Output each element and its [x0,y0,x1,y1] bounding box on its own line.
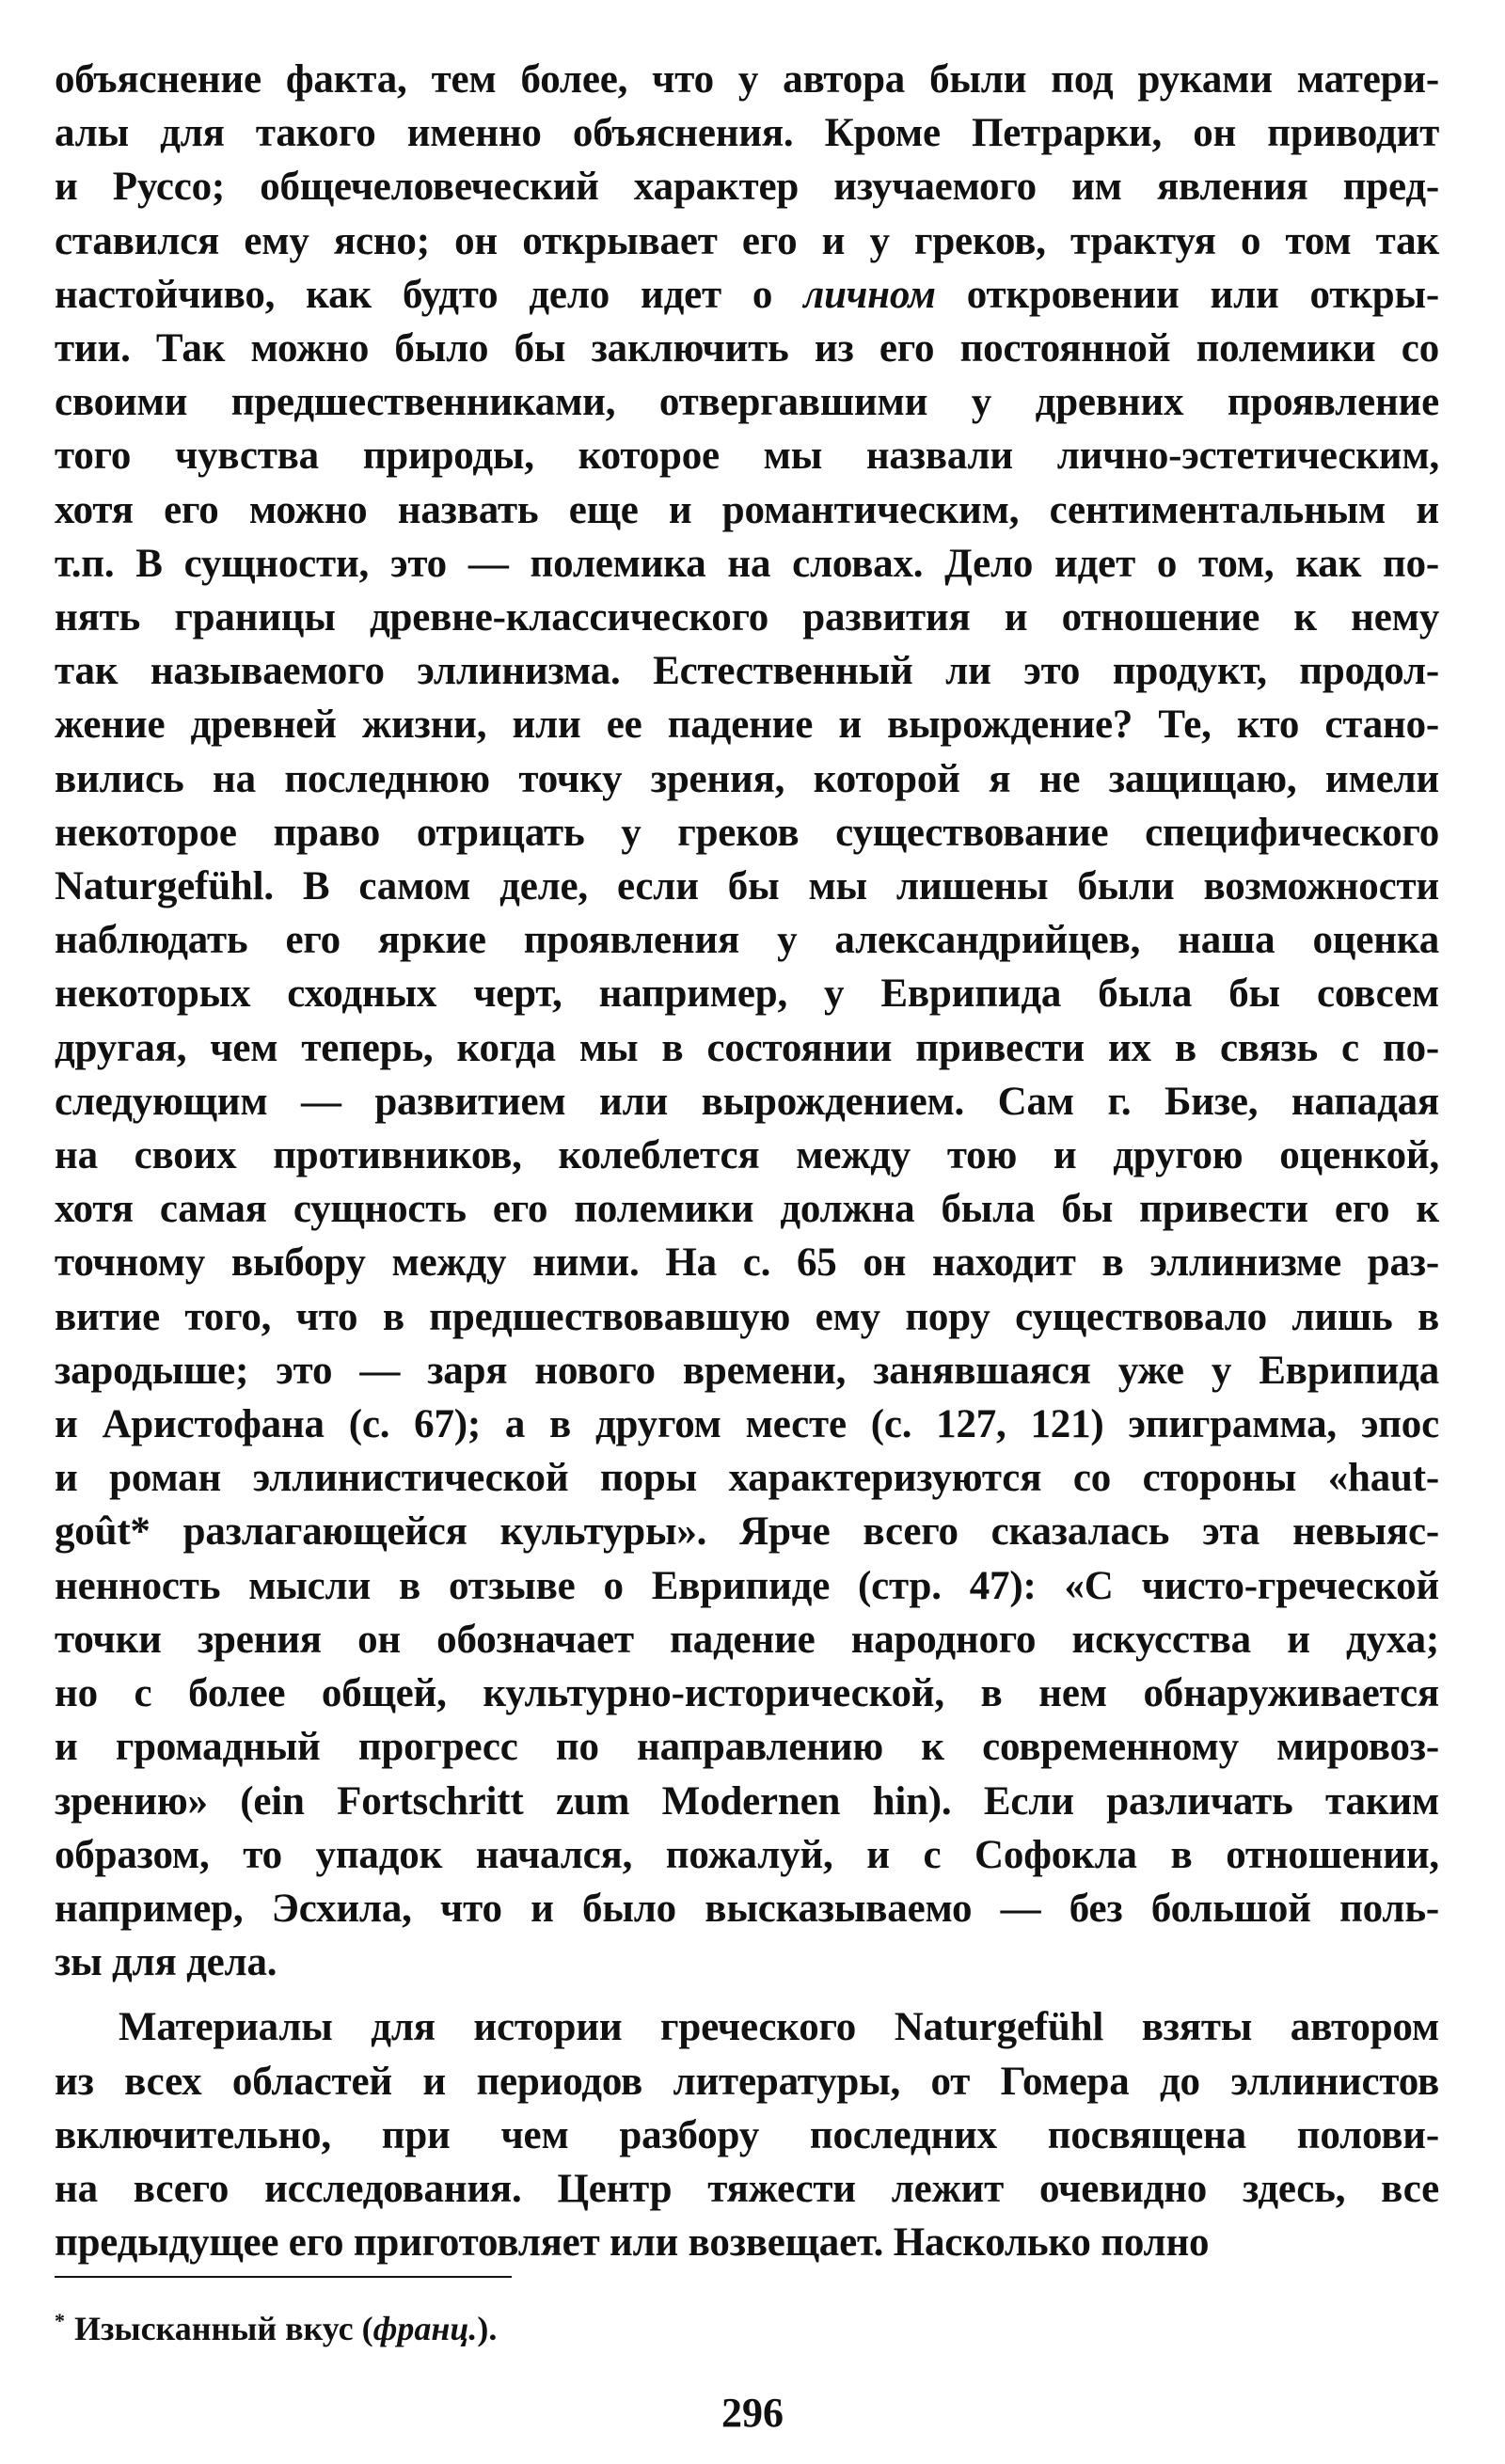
text-line: настойчиво, как будто дело идет о личном откровении или откры- [55,272,1439,317]
footnote-divider [55,2276,512,2278]
text-line: включительно, при чем разбору последних посвящена полови- [55,2112,1439,2157]
text-line: и громадный прогресс по направлению к современному мировоз- [55,1725,1439,1770]
text-line: точному выбору между ними. На с. 65 он находит в эллинизме раз- [55,1240,1439,1286]
text-line: объяснение факта, тем более, что у автора были под руками матери- [55,57,1439,102]
text-line: т.п. В сущности, это — полемика на словах. Дело идет о том, как по- [55,541,1439,586]
text-line: и Аристофана (с. 67); а в другом месте (с. 127, 121) эпиграмма, эпос [55,1402,1439,1447]
text-line: на всего исследования. Центр тяжести лежит очевидно здесь, все [55,2166,1439,2211]
text-line: на своих противников, колеблется между тою и другою оценкой, [55,1133,1439,1178]
text-line: и Руссо; общечеловеческий характер изучаемого им явления пред- [55,165,1439,210]
text-line: ненность мысли в отзыве о Еврипиде (стр. 47): «С чисто-греческой [55,1563,1439,1608]
text-line: goût* разлагающейся культуры». Ярче всего сказалась эта невыяс- [55,1509,1439,1555]
paragraph-1 [55,53,1439,1989]
text-line: хотя самая сущность его полемики должна была бы привести его к [55,1187,1439,1232]
text-line: зрению» (ein Fortschritt zum Modernen hin). Если различать таким [55,1778,1439,1824]
text-line: Naturgefühl. В самом деле, если бы мы лишены были возможности [55,864,1439,909]
text-line: нять границы древне-классического развития и отношение к нему [55,595,1439,640]
text-line: предыдущее его приготовляет или возвещает. Насколько полно [55,2220,1210,2266]
text-line: того чувства природы, которое мы назвали лично-эстетическим, [55,434,1439,479]
text-line: из всех областей и периодов литературы, от Гомера до эллинистов [55,2059,1439,2104]
text-line: но с более общей, культурно-исторической, в нем обнаруживается [55,1671,1439,1716]
text-line: например, Эсхила, что и было высказываемо — без большой поль- [55,1886,1439,1931]
text-line: образом, то упадок начался, пожалуй, и с Софокла в отношении, [55,1832,1439,1877]
text-line: зародыше; это — заря нового времени, занявшаяся уже у Еврипида [55,1348,1439,1393]
text-line: жение древней жизни, или ее падение и вырождение? Те, кто стано- [55,703,1439,748]
text-line: точки зрения он обозначает падение народного искусства и духа; [55,1617,1439,1662]
footnote-text: Изысканный вкус (франц.). [74,2310,498,2347]
text-line: алы для такого именно объяснения. Кроме Петрарки, он приводит [55,111,1439,156]
text-line: так называемого эллинизма. Естественный ли это продукт, продол- [55,649,1439,694]
text-line: другая, чем теперь, когда мы в состоянии привести их в связь с по- [55,1025,1439,1070]
text-line: наблюдать его яркие проявления у александрийцев, наша оценка [55,918,1439,963]
footnote [55,2300,497,2349]
text-line: вились на последнюю точку зрения, которой я не защищаю, имели [55,756,1439,801]
footnote-mark: * [55,2309,65,2332]
text-line: Материалы для истории греческого Naturgefühl взяты автором [119,2005,1439,2050]
text-line: некоторых сходных черт, например, у Еврипида была бы совсем [55,971,1439,1017]
page-body [55,53,1439,2269]
text-line: витие того, что в предшествовавшую ему пору существовало лишь в [55,1294,1439,1339]
text-line: некоторое право отрицать у греков существование специфического [55,810,1439,855]
text-line: и роман эллинистической поры характеризуются со стороны «haut- [55,1456,1439,1501]
text-line: своими предшественниками, отвергавшими у древних проявление [55,380,1439,425]
text-line: следующим — развитием или вырождением. Сам г. Бизе, нападая [55,1079,1439,1124]
page-number: 296 [721,2390,784,2436]
text-line: зы для дела. [55,1940,277,1985]
text-line: ставился ему ясно; он открывает его и у греков, трактуя о том так [55,218,1439,263]
text-line: хотя его можно назвать еще и романтическим, сентиментальным и [55,487,1439,532]
text-line: тии. Так можно было бы заключить из его постоянной полемики со [55,326,1439,371]
paragraph-2 [55,2000,1439,2269]
